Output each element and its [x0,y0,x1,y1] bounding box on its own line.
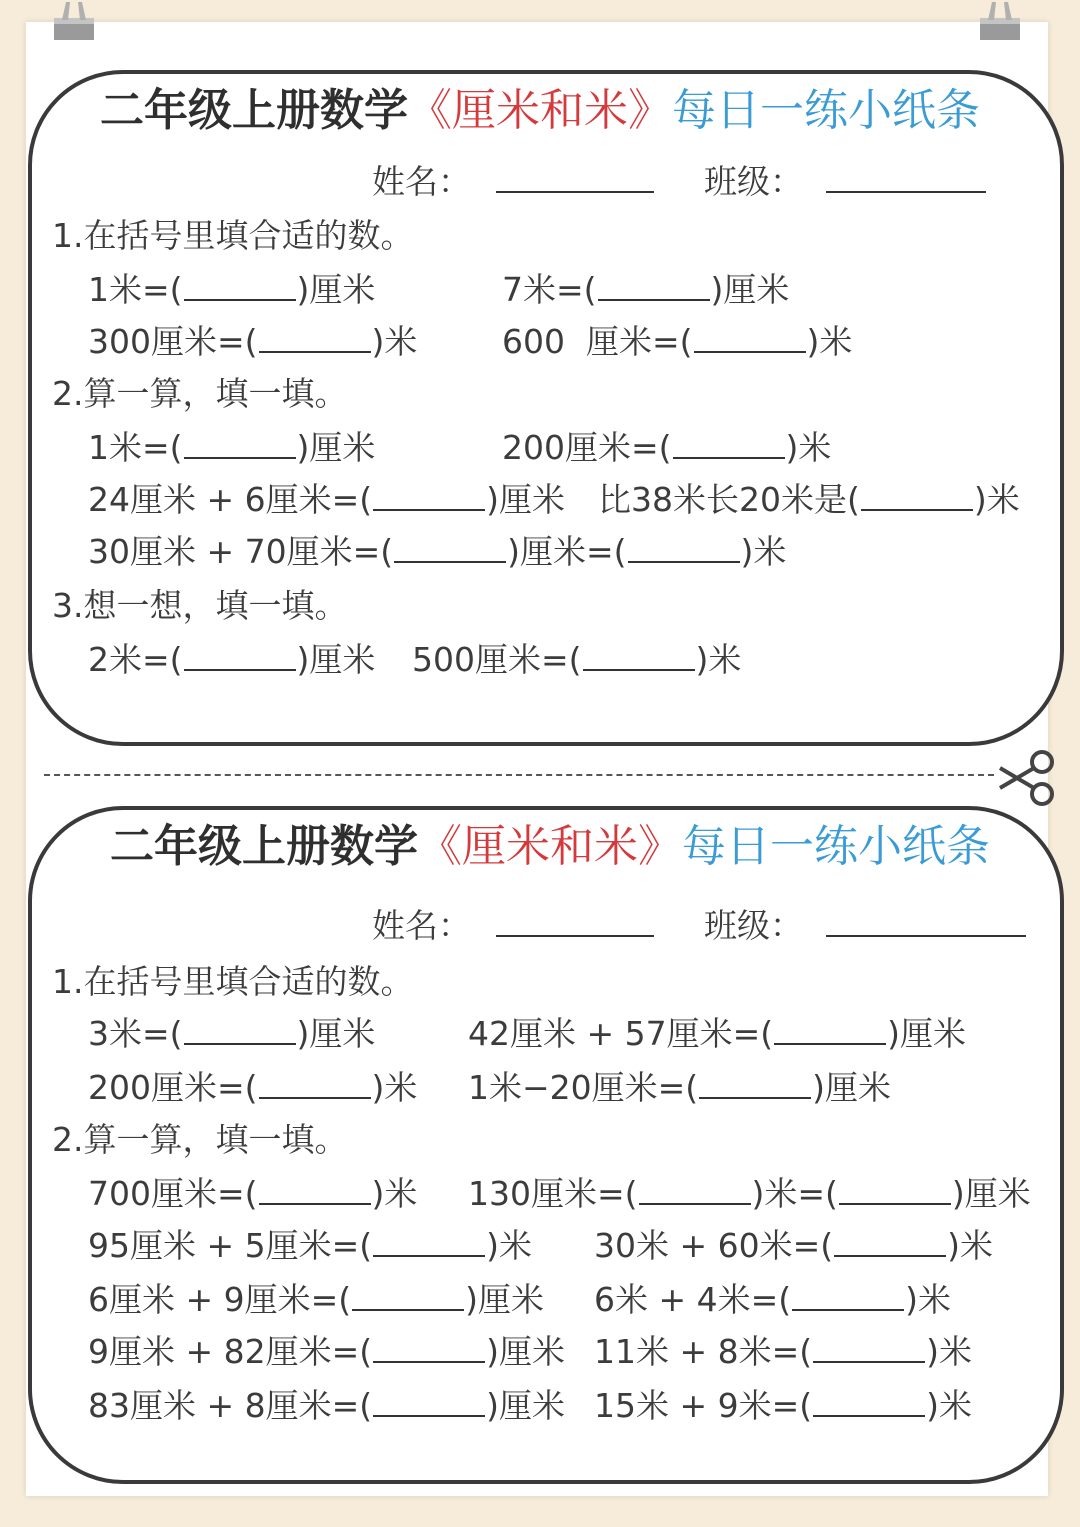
answer-blank[interactable] [598,269,710,301]
answer-blank[interactable] [628,531,740,563]
question-heading: 2.算一算，填一填。 [52,1120,348,1159]
exercise-item: 6米 + 4米=( )米 [594,1280,952,1319]
title-grade: 二年级上册数学 [100,85,408,136]
answer-blank[interactable] [184,1013,296,1045]
exercise-item: 15米 + 9米=( )米 [594,1386,973,1425]
title-grade: 二年级上册数学 [110,821,418,872]
exercise-item: 300厘米=( )米 [88,322,418,361]
binder-clip-icon [52,0,96,42]
answer-blank[interactable] [583,639,695,671]
name-class-row [372,904,1026,948]
answer-blank[interactable] [352,1279,464,1311]
exercise-item: 200厘米=( )米 [502,428,832,467]
binder-clip-icon [978,0,1022,42]
answer-blank[interactable] [839,1173,951,1205]
answer-blank[interactable] [184,639,296,671]
exercise-item: 1米−20厘米=( )厘米 [468,1068,892,1107]
answer-blank[interactable] [813,1385,925,1417]
answer-blank[interactable] [673,427,785,459]
question-heading: 2.算一算，填一填。 [52,374,348,413]
exercise-item: 83厘米 + 8厘米=( )厘米 [88,1386,566,1425]
exercise-item: 1米=( )厘米 [88,270,376,309]
answer-blank[interactable] [259,321,371,353]
answer-blank[interactable] [259,1173,371,1205]
answer-blank[interactable] [792,1279,904,1311]
exercise-item: 500厘米=( )米 [412,640,742,679]
answer-blank[interactable] [394,531,506,563]
answer-blank[interactable] [774,1013,886,1045]
exercise-item: 3米=( )厘米 [88,1014,376,1053]
exercise-item: 95厘米 + 5厘米=( )米 [88,1226,533,1265]
answer-blank[interactable] [373,479,485,511]
exercise-item: 7米=( )厘米 [502,270,790,309]
answer-blank[interactable] [834,1225,946,1257]
scissors-icon [996,748,1060,808]
name-field[interactable] [496,163,654,193]
title-daily: 每日一练小纸条 [672,85,980,136]
question-heading: 3.想一想，填一填。 [52,586,348,625]
title-unit: 《厘米和米》 [408,85,672,136]
exercise-item: 9厘米 + 82厘米=( )厘米 [88,1332,566,1371]
slip-title [36,820,1064,874]
answer-blank[interactable] [373,1225,485,1257]
answer-blank[interactable] [184,269,296,301]
name-class-row [372,160,986,204]
answer-blank[interactable] [699,1067,811,1099]
answer-blank[interactable] [694,321,806,353]
class-field[interactable] [826,163,986,193]
answer-blank[interactable] [184,427,296,459]
answer-blank[interactable] [259,1067,371,1099]
answer-blank[interactable] [861,479,973,511]
exercise-item: 30米 + 60米=( )米 [594,1226,994,1265]
title-daily: 每日一练小纸条 [682,821,990,872]
exercise-item: 130厘米=( )米=( )厘米 [468,1174,1031,1213]
class-label: 班级： [704,162,803,201]
exercise-item: 200厘米=( )米 [88,1068,418,1107]
cut-line [44,774,994,776]
answer-blank[interactable] [813,1331,925,1363]
question-heading: 1.在括号里填合适的数。 [52,962,414,1001]
class-field[interactable] [826,907,1026,937]
exercise-item: 1米=( )厘米 [88,428,376,467]
answer-blank[interactable] [373,1331,485,1363]
exercise-item: 6厘米 + 9厘米=( )厘米 [88,1280,545,1319]
answer-blank[interactable] [639,1173,751,1205]
name-label: 姓名： [372,162,471,201]
title-unit: 《厘米和米》 [418,821,682,872]
exercise-item: 30厘米 + 70厘米=( )厘米=( )米 [88,532,787,571]
exercise-item: 2米=( )厘米 [88,640,376,679]
name-label: 姓名： [372,906,471,945]
exercise-item: 比38米长20米是( )米 [598,480,1020,519]
answer-blank[interactable] [373,1385,485,1417]
exercise-item: 42厘米 + 57厘米=( )厘米 [468,1014,967,1053]
question-heading: 1.在括号里填合适的数。 [52,216,414,255]
exercise-item: 24厘米 + 6厘米=( )厘米 [88,480,566,519]
exercise-item: 600 厘米=( )米 [502,322,853,361]
practice-slip-1 [28,70,1064,746]
slip-title [26,84,1054,138]
exercise-item: 11米 + 8米=( )米 [594,1332,973,1371]
practice-slip-2 [28,806,1064,1484]
exercise-item: 700厘米=( )米 [88,1174,418,1213]
class-label: 班级： [704,906,803,945]
name-field[interactable] [496,907,654,937]
